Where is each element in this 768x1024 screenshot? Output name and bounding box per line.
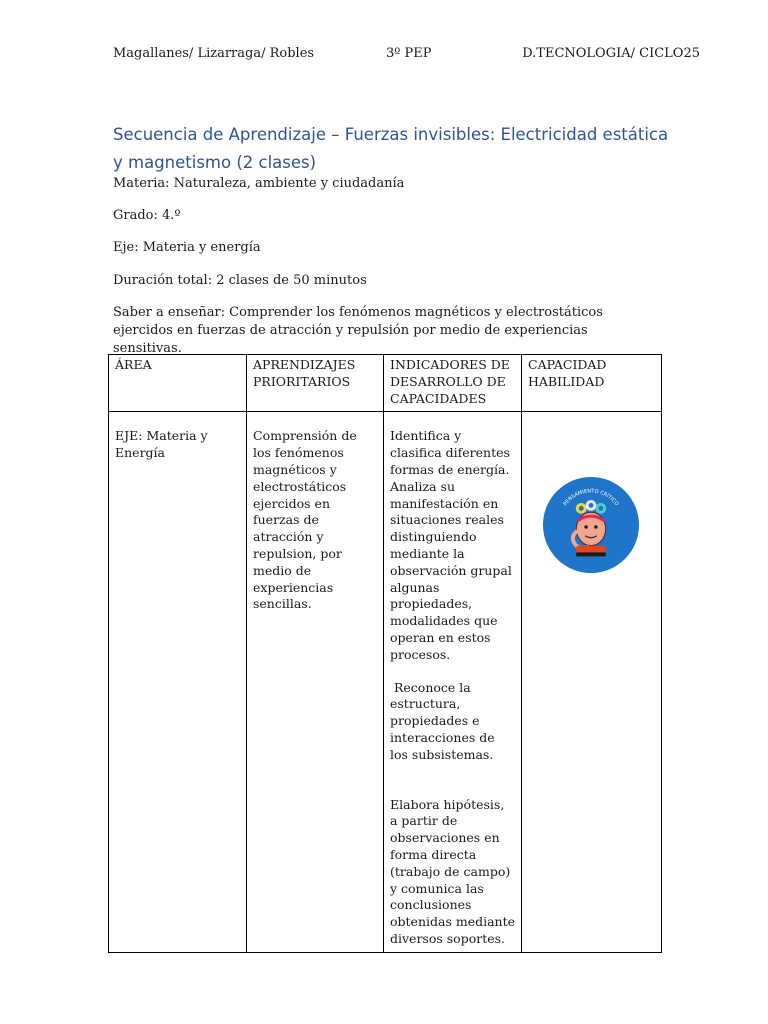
indicador-3: Elabora hipótesis, a partir de observaciones en forma directa (trabajo de campo) y comunica las conclusiones obtenidas mediante diversos soportes. bbox=[390, 796, 519, 946]
badge-label: PENSAMIENTO CRÍTICO bbox=[562, 488, 620, 508]
header-indicadores: INDICADORES DE DESARROLLO DE CAPACIDADES bbox=[384, 355, 522, 412]
indicador-1: Identifica y clasifica diferentes formas de energía. Analiza su manifestación en situaciones reales distinguiendo mediante la observación grupal algunas propiedades, modalidades que operan en estos procesos. bbox=[390, 428, 516, 662]
indicador-2: Reconoce la estructura, propiedades e interacciones de los subsistemas. bbox=[390, 679, 499, 762]
cell-area: EJE: Materia y Energía bbox=[109, 412, 247, 952]
header-department: D.TECNOLOGIA/ CICLO25 bbox=[522, 46, 700, 61]
table-header-row bbox=[109, 355, 662, 412]
materia-line: Materia: Naturaleza, ambiente y ciudadanía bbox=[113, 176, 405, 191]
header-capacidad: CAPACIDAD HABILIDAD bbox=[522, 355, 662, 412]
header-aprendizajes: APRENDIZAJES PRIORITARIOS bbox=[247, 355, 384, 412]
page-title: Secuencia de Aprendizaje – Fuerzas invisibles: Electricidad estática y magnetismo (2 clases) bbox=[113, 125, 669, 172]
grado-line: Grado: 4.º bbox=[113, 208, 181, 223]
saber-paragraph: Saber a enseñar: Comprender los fenómenos magnéticos y electrostáticos ejercidos en fuerzas de atracción y repulsión por medio de experiencias sensitivas. bbox=[113, 305, 603, 356]
header-authors: Magallanes/ Lizarraga/ Robles bbox=[113, 46, 315, 61]
duracion-line: Duración total: 2 clases de 50 minutos bbox=[113, 273, 367, 288]
pensamiento-critico-icon bbox=[542, 476, 655, 579]
cell-indicadores bbox=[384, 412, 522, 952]
cell-capacidad bbox=[522, 412, 662, 952]
eje-line: Eje: Materia y energía bbox=[113, 240, 261, 255]
header-area: ÁREA bbox=[109, 355, 247, 412]
learning-sequence-table bbox=[108, 354, 662, 953]
cell-aprendizajes: Comprensión de los fenómenos magnéticos y electrostáticos ejercidos en fuerzas de atracción y repulsion, por medio de experiencias sencillas. bbox=[247, 412, 384, 952]
header-grade: 3º PEP bbox=[386, 46, 432, 61]
table-row bbox=[109, 412, 662, 952]
